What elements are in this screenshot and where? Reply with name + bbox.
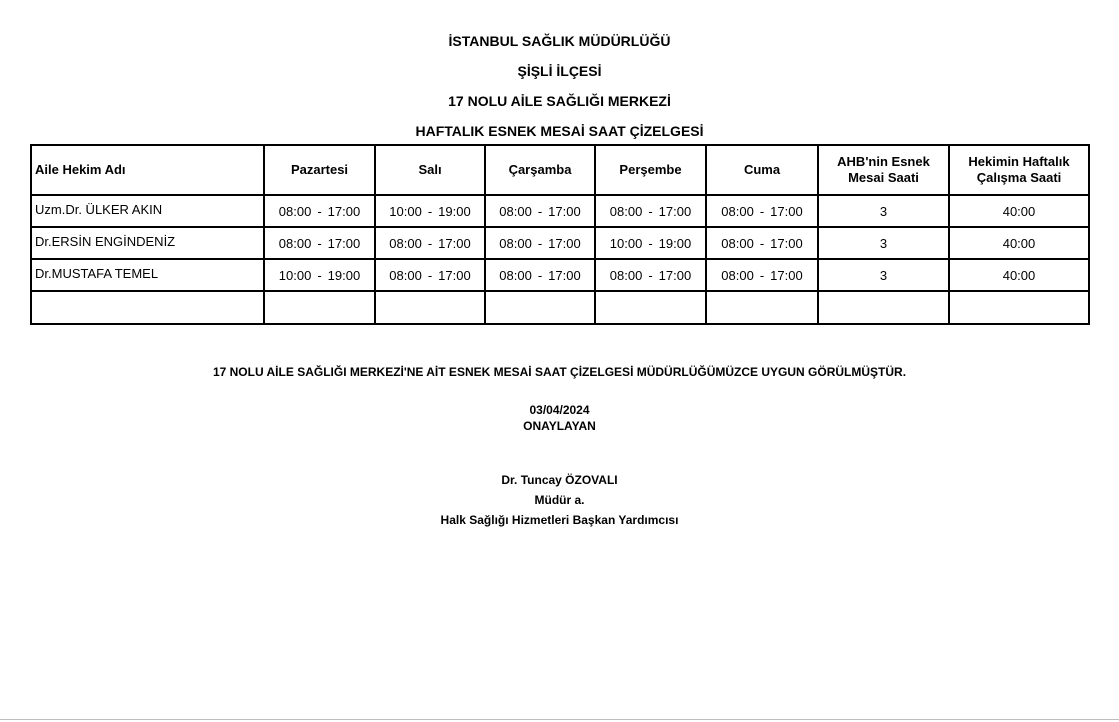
column-header-thursday: Perşembe [595,145,706,195]
time-from: 08:00 [278,203,312,219]
column-header-flex-hours: AHB'nin Esnek Mesai Saati [818,145,949,195]
time-to: 17:00 [327,235,361,251]
wednesday-hours [485,227,595,259]
column-header-friday: Cuma [706,145,818,195]
time-separator: - [759,203,765,219]
time-to: 19:00 [438,203,471,219]
time-separator: - [648,235,653,251]
wednesday-hours [485,259,595,291]
time-to: 17:00 [548,203,581,219]
header-district: ŞİŞLİ İLÇESİ [517,63,602,79]
time-to: 17:00 [770,267,803,283]
time-separator: - [427,235,433,251]
time-from: 10:00 [278,267,312,283]
time-separator: - [759,235,765,251]
time-separator: - [317,235,322,251]
time-separator: - [648,203,653,219]
time-to: 17:00 [658,267,692,283]
table-row-empty [31,291,1089,324]
tuesday-hours [375,259,485,291]
time-separator: - [427,267,433,283]
time-separator: - [317,267,322,283]
table-row [31,259,1089,291]
table-header-row [31,145,1089,195]
time-from: 10:00 [609,235,643,251]
thursday-hours [595,227,706,259]
tuesday-hours [375,195,485,227]
time-to: 17:00 [548,235,581,251]
empty-cell [706,291,818,324]
approval-statement: 17 NOLU AİLE SAĞLIĞI MERKEZİ'NE AİT ESNEK MESAİ SAAT ÇİZELGESİ MÜDÜRLÜĞÜMÜZCE UYGUN GÖRÜLMÜŞTÜR. [212,365,907,379]
time-to: 17:00 [327,203,361,219]
time-separator: - [537,267,543,283]
column-header-tuesday: Salı [375,145,485,195]
page-bottom-divider [0,719,1119,720]
friday-hours [706,195,818,227]
time-from: 08:00 [389,267,422,283]
time-from: 08:00 [278,235,312,251]
approver-title: ONAYLAYAN [523,419,596,433]
time-to: 19:00 [327,267,361,283]
flex-hours: 3 [818,259,949,291]
time-from: 08:00 [389,235,422,251]
time-from: 10:00 [389,203,422,219]
tuesday-hours [375,227,485,259]
physician-name: Uzm.Dr. ÜLKER AKIN [31,195,264,227]
time-from: 08:00 [499,267,532,283]
table-row [31,227,1089,259]
time-from: 08:00 [499,235,532,251]
signer-role: Müdür a. [534,493,585,507]
empty-cell [485,291,595,324]
approval-date: 03/04/2024 [529,403,590,417]
weekly-hours: 40:00 [949,227,1089,259]
signer-name: Dr. Tuncay ÖZOVALI [501,473,618,487]
empty-cell [818,291,949,324]
time-to: 17:00 [438,267,471,283]
empty-cell [595,291,706,324]
time-separator: - [537,235,543,251]
time-from: 08:00 [721,235,754,251]
time-from: 08:00 [609,267,643,283]
flex-hours: 3 [818,227,949,259]
time-from: 08:00 [499,203,532,219]
monday-hours [264,259,375,291]
time-to: 17:00 [770,235,803,251]
weekly-hours: 40:00 [949,195,1089,227]
monday-hours [264,227,375,259]
physician-name: Dr.MUSTAFA TEMEL [31,259,264,291]
empty-cell [375,291,485,324]
time-separator: - [317,203,322,219]
time-separator: - [427,203,433,219]
schedule-table [30,144,1090,325]
time-separator: - [648,267,653,283]
friday-hours [706,227,818,259]
thursday-hours [595,259,706,291]
signer-department: Halk Sağlığı Hizmetleri Başkan Yardımcısı [440,513,679,527]
time-from: 08:00 [609,203,643,219]
column-header-physician: Aile Hekim Adı [31,145,264,195]
column-header-monday: Pazartesi [264,145,375,195]
time-separator: - [759,267,765,283]
thursday-hours [595,195,706,227]
friday-hours [706,259,818,291]
header-institution: İSTANBUL SAĞLIK MÜDÜRLÜĞÜ [448,33,671,49]
header-center: 17 NOLU AİLE SAĞLIĞI MERKEZİ [448,93,671,109]
empty-cell [31,291,264,324]
column-header-wednesday: Çarşamba [485,145,595,195]
time-to: 17:00 [658,203,692,219]
time-separator: - [537,203,543,219]
empty-cell [949,291,1089,324]
time-to: 19:00 [658,235,692,251]
column-header-weekly-hours: Hekimin Haftalık Çalışma Saati [949,145,1089,195]
time-to: 17:00 [438,235,471,251]
table-row [31,195,1089,227]
wednesday-hours [485,195,595,227]
time-to: 17:00 [770,203,803,219]
document-title: HAFTALIK ESNEK MESAİ SAAT ÇİZELGESİ [415,123,704,139]
time-from: 08:00 [721,267,754,283]
physician-name: Dr.ERSİN ENGİNDENİZ [31,227,264,259]
empty-cell [264,291,375,324]
flex-hours: 3 [818,195,949,227]
monday-hours [264,195,375,227]
time-from: 08:00 [721,203,754,219]
time-to: 17:00 [548,267,581,283]
weekly-hours: 40:00 [949,259,1089,291]
